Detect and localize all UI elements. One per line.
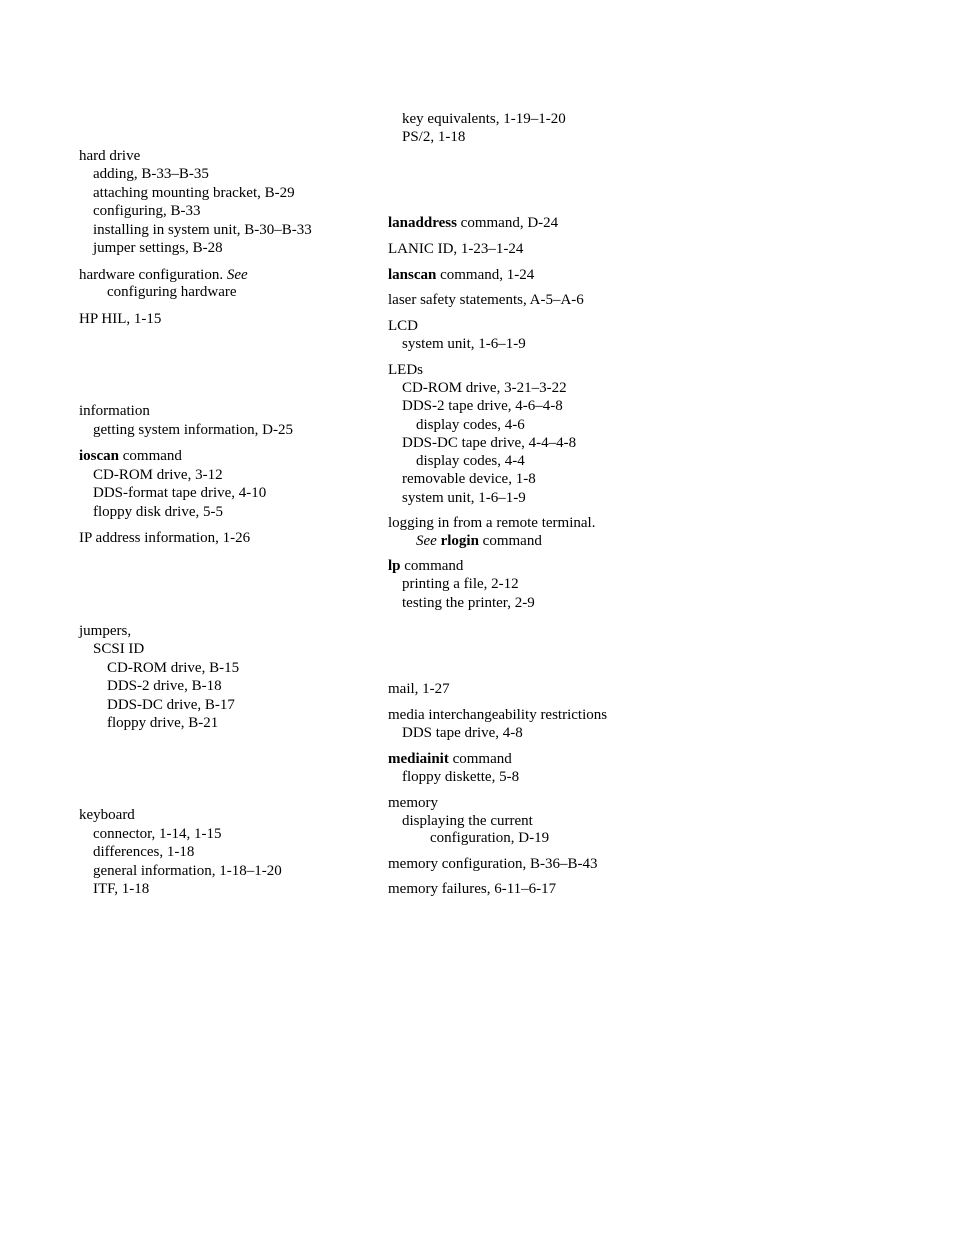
index-text: mail, 1-27 — [388, 681, 450, 697]
index-entry — [79, 147, 140, 165]
index-text: DDS-2 drive, B-18 — [107, 678, 222, 694]
index-entry — [79, 402, 150, 420]
index-entry — [388, 317, 418, 335]
index-subentry — [388, 829, 549, 847]
index-subentry — [79, 843, 194, 861]
index-text: DDS tape drive, 4-8 — [402, 725, 523, 741]
see-reference: See — [416, 533, 437, 549]
index-subentry — [388, 812, 533, 830]
index-subentry — [388, 379, 567, 397]
index-subentry — [79, 696, 235, 714]
index-text: command — [448, 751, 512, 767]
index-text: LCD — [388, 318, 418, 334]
index-text: DDS-DC drive, B-17 — [107, 697, 235, 713]
index-text: key equivalents, 1-19–1-20 — [402, 111, 566, 127]
index-entry — [388, 514, 595, 532]
index-entry — [388, 855, 598, 873]
index-text: configuring, B-33 — [93, 203, 201, 219]
index-text: command, D-24 — [456, 215, 559, 231]
index-entry — [79, 806, 135, 824]
index-text: logging in from a remote terminal. — [388, 515, 596, 531]
index-text: system unit, 1-6–1-9 — [402, 336, 526, 352]
index-subentry — [79, 677, 222, 695]
index-subentry — [388, 470, 536, 488]
command-name: ioscan — [79, 448, 120, 464]
index-subentry — [79, 880, 149, 898]
index-text: configuration, D-19 — [430, 830, 550, 846]
index-text: configuring hardware — [107, 284, 237, 300]
index-subentry — [388, 768, 519, 786]
index-text: installing in system unit, B-30–B-33 — [93, 222, 312, 238]
index-subentry — [388, 434, 576, 452]
command-name: lp — [388, 558, 401, 574]
index-text: laser safety statements, A-5–A-6 — [388, 292, 584, 308]
index-subentry — [388, 575, 519, 593]
index-text: displaying the current — [402, 813, 533, 829]
index-subentry — [79, 165, 209, 183]
index-entry — [388, 706, 607, 724]
index-text: floppy diskette, 5-8 — [402, 769, 520, 785]
index-text: adding, B-33–B-35 — [93, 166, 209, 182]
index-entry — [388, 880, 556, 898]
index-text: command, 1-24 — [436, 267, 535, 283]
index-text: CD-ROM drive, 3-12 — [93, 467, 223, 483]
index-text: DDS-DC tape drive, 4-4–4-8 — [402, 435, 577, 451]
index-text: CD-ROM drive, 3-21–3-22 — [402, 380, 567, 396]
index-subentry — [388, 489, 526, 507]
index-subentry — [79, 825, 222, 843]
index-entry — [388, 291, 584, 309]
index-entry — [79, 622, 131, 640]
index-text: memory — [388, 795, 438, 811]
see-reference: See — [226, 267, 248, 283]
index-text: DDS-format tape drive, 4-10 — [93, 485, 267, 501]
index-text: CD-ROM drive, B-15 — [107, 660, 240, 676]
index-text: media interchangeability restrictions — [388, 707, 608, 723]
index-subentry — [79, 283, 237, 301]
index-text: SCSI ID — [93, 641, 145, 657]
index-text: testing the printer, 2-9 — [402, 595, 535, 611]
index-subentry — [79, 421, 293, 439]
index-entry — [388, 557, 463, 575]
index-text: general information, 1-18–1-20 — [93, 863, 282, 879]
index-text: DDS-2 tape drive, 4-6–4-8 — [402, 398, 563, 414]
index-subentry — [388, 397, 563, 415]
index-entry — [79, 529, 250, 547]
index-text: attaching mounting bracket, B-29 — [93, 185, 295, 201]
index-text: keyboard — [79, 807, 135, 823]
index-text: command — [478, 533, 542, 549]
index-subentry — [79, 862, 282, 880]
index-entry — [388, 750, 512, 768]
index-subentry — [388, 110, 566, 128]
index-subentry — [388, 452, 525, 470]
index-subentry — [79, 714, 218, 732]
index-text: display codes, 4-4 — [416, 453, 525, 469]
index-entry — [79, 266, 248, 284]
index-text: IP address information, 1-26 — [79, 530, 251, 546]
index-text: hardware configuration. — [79, 267, 227, 283]
index-subentry — [79, 221, 312, 239]
command-name: mediainit — [388, 751, 449, 767]
index-subentry — [388, 724, 523, 742]
index-text: getting system information, D-25 — [93, 422, 293, 438]
index-text: information — [79, 403, 150, 419]
index-subentry — [388, 128, 465, 146]
index-subentry — [388, 594, 535, 612]
index-text: jumpers, — [79, 623, 132, 639]
index-subentry — [79, 466, 223, 484]
command-name: lanscan — [388, 267, 437, 283]
index-text: memory configuration, B-36–B-43 — [388, 856, 598, 872]
index-text: command — [400, 558, 464, 574]
index-text: removable device, 1-8 — [402, 471, 536, 487]
index-text: floppy disk drive, 5-5 — [93, 504, 223, 520]
index-text: ITF, 1-18 — [93, 881, 150, 897]
index-text: command — [119, 448, 182, 464]
command-name: lanaddress — [388, 215, 457, 231]
index-text: jumper settings, B-28 — [93, 240, 223, 256]
index-entry — [388, 361, 423, 379]
index-entry — [388, 266, 534, 284]
index-entry — [79, 310, 161, 328]
index-subentry — [79, 659, 239, 677]
index-subentry — [388, 416, 525, 434]
index-text: floppy drive, B-21 — [107, 715, 219, 731]
index-subentry — [79, 202, 200, 220]
index-text: LANIC ID, 1-23–1-24 — [388, 241, 524, 257]
index-entry — [388, 214, 558, 232]
index-text: printing a file, 2-12 — [402, 576, 519, 592]
index-subentry — [79, 239, 223, 257]
index-subentry — [79, 484, 266, 502]
index-subentry — [79, 184, 295, 202]
index-entry — [79, 447, 182, 465]
index-text: HP HIL, 1-15 — [79, 311, 162, 327]
index-subentry — [388, 335, 526, 353]
index-subentry — [79, 640, 144, 658]
index-text: connector, 1-14, 1-15 — [93, 826, 222, 842]
index-entry — [388, 794, 438, 812]
index-text: PS/2, 1-18 — [402, 129, 466, 145]
index-text: display codes, 4-6 — [416, 417, 525, 433]
index-text: hard drive — [79, 148, 141, 164]
index-entry — [388, 240, 523, 258]
index-text: memory failures, 6-11–6-17 — [388, 881, 557, 897]
index-subentry — [388, 532, 542, 550]
index-subentry — [79, 503, 223, 521]
index-text: system unit, 1-6–1-9 — [402, 490, 526, 506]
index-text: differences, 1-18 — [93, 844, 195, 860]
command-name: rlogin — [440, 533, 479, 549]
index-text: LEDs — [388, 362, 423, 378]
index-entry — [388, 680, 450, 698]
